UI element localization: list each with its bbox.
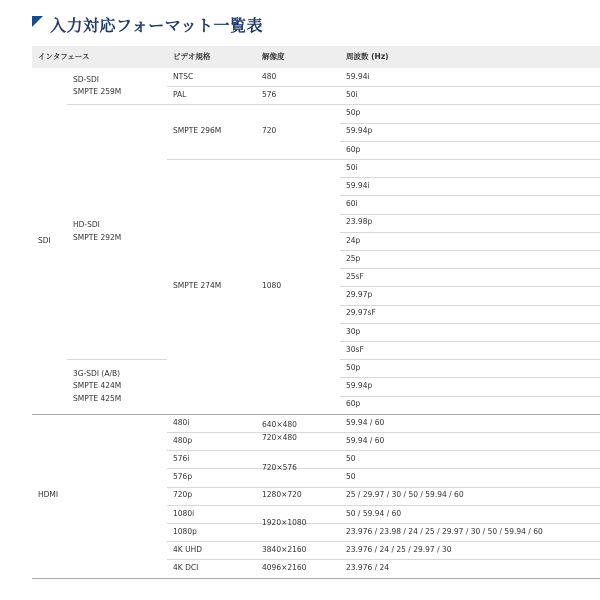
hdmi-standard-line: 576p [173,472,193,482]
row-divider [32,414,600,415]
row-divider [167,86,600,87]
hdmi-resolution [262,450,297,486]
row-divider [340,268,600,269]
hdmi-frequency [346,450,356,468]
smpte296-frequency [346,141,360,159]
hdmi-resolution-line: 640×480 [262,420,297,430]
sd-frequency [346,68,370,86]
hdmi-standard [173,541,202,559]
page-heading [32,12,263,36]
hd-sdi-name-line: SMPTE 292M [73,232,122,242]
smpte274-frequency [346,232,360,250]
hdmi-frequency-line: 50 [346,472,356,482]
sd-sdi-name-line: SMPTE 259M [73,87,122,97]
smpte274-frequency-line: 30p [346,326,361,336]
hdmi-standard [173,414,189,432]
hdmi-resolution [262,414,297,450]
sd-sdi-name [73,68,121,104]
smpte274-frequency [346,177,370,195]
g3-sdi-name-line: 3G-SDI (A/B) [73,368,121,378]
smpte274-frequency-line: 24p [346,235,361,245]
sd-resolution-line: 480 [262,71,277,81]
row-divider [340,141,600,142]
sd-sdi-name-line: SD-SDI [73,74,99,84]
hdmi-frequency [346,523,543,541]
hdmi-frequency [346,559,389,577]
hdmi-frequency [346,432,384,450]
hdmi-frequency [346,468,356,486]
row-divider [32,578,600,579]
smpte274-frequency-line: 23.98p [346,217,373,227]
row-divider [340,123,600,124]
hdmi-resolution-line: 3840×2160 [262,545,307,555]
interface-sdi [38,68,51,414]
hdmi-standard-line: 1080i [173,508,195,518]
row-divider [340,377,600,378]
row-divider [167,450,600,451]
hdmi-standard [173,523,197,541]
smpte296-resolution-line: 720 [262,126,277,136]
hdmi-standard-line: 576i [173,454,190,464]
sd-standard [173,86,186,104]
smpte296-standard-line: SMPTE 296M [173,126,222,136]
smpte274-frequency-line: 25sF [346,272,364,282]
hdmi-standard-line: 1080p [173,526,197,536]
smpte296-standard [173,104,221,159]
format-table [32,46,600,586]
smpte274-frequency [346,214,372,232]
hdmi-standard [173,432,192,450]
hdmi-standard-line: 480p [173,435,193,445]
smpte274-frequency [346,250,360,268]
hdmi-frequency-line: 50 / 59.94 / 60 [346,508,402,518]
row-divider [340,177,600,178]
g3-frequency-line: 59.94p [346,381,373,391]
hdmi-resolution [262,559,306,577]
hdmi-standard-line: 4K UHD [173,545,202,555]
hdmi-resolution-line: 4096×2160 [262,563,307,573]
row-divider [340,214,600,215]
hdmi-frequency-line: 25 / 29.97 / 30 / 50 / 59.94 / 60 [346,490,464,500]
sd-standard-line: PAL [173,90,187,100]
g3-sdi-name-line: SMPTE 425M [73,393,122,403]
hdmi-frequency-line: 23.976 / 23.98 / 24 / 25 / 29.97 / 30 / 50 / 59.94 / 60 [346,526,543,536]
row-divider [340,232,600,233]
sd-frequency-line: 59.94i [346,71,370,81]
smpte274-frequency [346,159,358,177]
row-divider [167,468,600,469]
g3-frequency [346,396,360,414]
hdmi-standard [173,450,189,468]
row-divider [340,341,600,342]
smpte274-frequency-line: 25p [346,253,361,263]
hdmi-frequency [346,505,401,523]
smpte274-frequency [346,195,358,213]
g3-sdi-name [73,359,121,414]
hdmi-resolution-line: 720×480 [262,432,297,442]
g3-frequency [346,359,360,377]
hdmi-frequency [346,487,464,505]
hdmi-resolution-line: 720×576 [262,463,297,473]
smpte274-frequency [346,323,360,341]
row-divider [340,323,600,324]
smpte274-frequency [346,305,376,323]
hdmi-standard [173,468,192,486]
header-video-standard: ビデオ規格 [173,52,211,61]
hdmi-standard [173,505,194,523]
hdmi-frequency-line: 59.94 / 60 [346,417,385,427]
sd-frequency-line: 50i [346,90,358,100]
row-divider [340,396,600,397]
smpte296-frequency-line: 60p [346,144,361,154]
hdmi-frequency [346,541,452,559]
hdmi-resolution [262,487,302,505]
sd-standard-line: NTSC [173,71,194,81]
sd-standard [173,68,193,86]
smpte274-standard [173,159,221,414]
header-interface: インタフェース [38,52,90,61]
smpte274-frequency-line: 50i [346,162,358,172]
smpte274-standard-line: SMPTE 274M [173,281,222,291]
smpte274-frequency [346,341,364,359]
smpte296-resolution [262,104,276,159]
smpte274-frequency [346,286,372,304]
smpte274-frequency [346,268,364,286]
row-divider [340,159,600,160]
smpte296-frequency-line: 50p [346,108,361,118]
g3-sdi-name-line: SMPTE 424M [73,381,122,391]
row-divider [340,286,600,287]
hdmi-frequency [346,414,384,432]
sd-resolution [262,86,276,104]
interface-sdi-line: SDI [38,235,51,245]
page-title: 入力対応フォーマット一覧表 [50,15,264,35]
hdmi-resolution [262,505,306,541]
smpte274-frequency-line: 60i [346,199,358,209]
hdmi-standard-line: 4K DCI [173,563,199,573]
g3-frequency-line: 60p [346,399,361,409]
row-divider [340,195,600,196]
g3-frequency-line: 50p [346,363,361,373]
hdmi-frequency-line: 23.976 / 24 / 25 / 29.97 / 30 [346,545,452,555]
smpte296-frequency [346,123,372,141]
row-divider [340,250,600,251]
hd-sdi-name [73,104,121,359]
hdmi-standard-line: 720p [173,490,193,500]
hdmi-standard-line: 480i [173,417,190,427]
hdmi-resolution-line: 1280×720 [262,490,302,500]
smpte274-frequency-line: 30sF [346,344,364,354]
table-header [32,46,600,68]
header-frequency: 周波数 (Hz) [346,52,389,61]
smpte274-frequency-line: 59.94i [346,181,370,191]
heading-triangle-icon [32,16,43,27]
row-divider [340,305,600,306]
hdmi-resolution-line: 1920×1080 [262,517,307,527]
smpte274-resolution-line: 1080 [262,281,282,291]
smpte296-frequency [346,104,360,122]
sd-resolution-line: 576 [262,90,277,100]
hdmi-frequency-line: 59.94 / 60 [346,435,385,445]
hdmi-resolution [262,541,306,559]
hdmi-standard [173,559,198,577]
smpte274-frequency-line: 29.97sF [346,308,376,318]
header-resolution: 解像度 [262,52,285,61]
interface-hdmi-line: HDMI [38,490,59,500]
smpte274-frequency-line: 29.97p [346,290,373,300]
smpte274-resolution [262,159,281,414]
smpte296-frequency-line: 59.94p [346,126,373,136]
row-divider [340,359,600,360]
interface-hdmi [38,414,58,578]
sd-resolution [262,68,276,86]
hdmi-frequency-line: 23.976 / 24 [346,563,390,573]
sd-frequency [346,86,358,104]
hd-sdi-name-line: HD-SDI [73,220,100,230]
row-divider [167,104,600,105]
g3-frequency [346,377,372,395]
hdmi-frequency-line: 50 [346,454,356,464]
hdmi-standard [173,487,192,505]
